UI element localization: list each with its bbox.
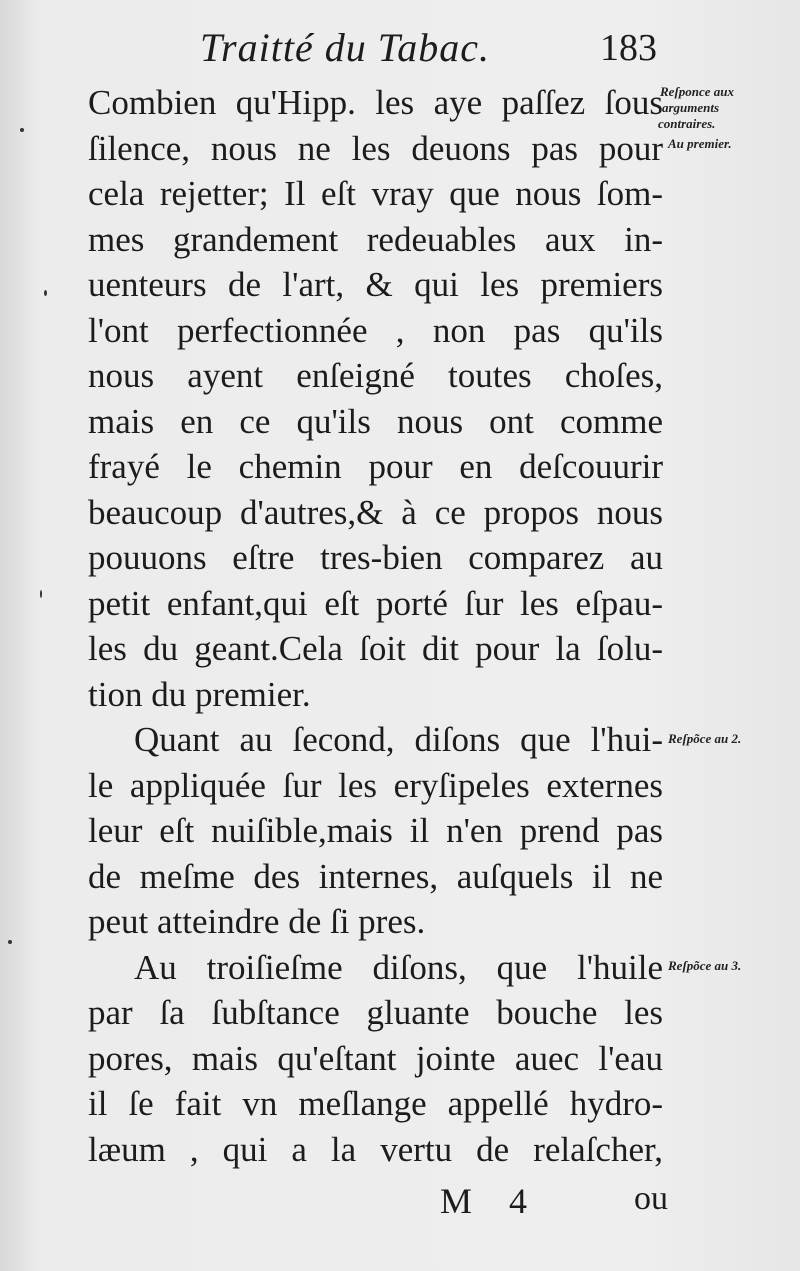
text-line: l'ont perfectionnée , non pas qu'ils <box>88 310 663 350</box>
margin-note-response-1 <box>660 84 734 152</box>
signature-mark: M 4 <box>440 1181 542 1221</box>
running-head <box>0 18 800 78</box>
text-line: les du geant.Cela ſoit dit pour la ſolu- <box>88 629 663 668</box>
text-line: par ſa ſubſtance gluante bouche les <box>88 993 663 1032</box>
text-line: Combien qu'Hipp. les aye paſſez ſous <box>88 83 663 122</box>
page-number: 183 <box>600 27 657 69</box>
text-line: læum , qui a la vertu de relaſcher, <box>88 1129 663 1169</box>
text-line: Quant au ſecond, diſons que l'hui- <box>134 720 663 759</box>
margin-note-response-2: Reſpõce au 2. <box>668 731 742 746</box>
text-line: leur eſt nuiſible,mais il n'en prend pas <box>88 811 663 850</box>
text-line: peut atteindre de ſi pres. <box>88 902 426 941</box>
text-line: ſilence, nous ne les deuons pas pour <box>88 128 663 168</box>
text-line: nous ayent enſeigné toutes choſes, <box>88 356 663 395</box>
text-line: le appliquée ſur les eryſipeles externes <box>88 765 663 805</box>
text-line: uenteurs de l'art, & qui les premiers <box>88 265 663 304</box>
text-line: il ſe fait vn meſlange appellé hydro- <box>88 1084 663 1123</box>
margin-note-line: Au premier. <box>668 136 732 151</box>
running-head-title: Traitté du Tabac. <box>200 25 491 70</box>
margin-note-response-3: Reſpõce au 3. <box>668 958 742 973</box>
catchword: ou <box>634 1180 668 1217</box>
text-line: beaucoup d'autres,& à ce propos nous <box>88 492 663 532</box>
margin-note-line: contraires. <box>658 116 716 131</box>
text-line: tion du premier. <box>88 674 311 714</box>
text-line: pores, mais qu'eſtant jointe auec l'eau <box>88 1038 663 1078</box>
text-line: pouuons eſtre tres-bien comparez au <box>88 538 663 577</box>
text-line: mes grandement redeuables aux in- <box>88 219 663 259</box>
text-line: mais en ce qu'ils nous ont comme <box>88 401 663 441</box>
ink-speck <box>20 128 24 132</box>
text-line: Au troiſieſme diſons, que l'huile <box>134 947 663 987</box>
margin-note-line: Reſponce aux <box>660 84 735 99</box>
body-text <box>88 80 663 1172</box>
text-line: cela rejetter; Il eſt vray que nous ſom- <box>88 174 663 213</box>
ink-speck <box>8 940 12 944</box>
margin-note-line: arguments <box>662 100 720 115</box>
text-line: petit enfant,qui eſt porté ſur les eſpau- <box>88 583 663 623</box>
text-line: de meſme des internes, auſquels il ne <box>88 856 663 896</box>
ink-speck <box>44 290 47 296</box>
text-line: frayé le chemin pour en deſcouurir <box>88 447 663 486</box>
ink-speck <box>40 590 42 598</box>
